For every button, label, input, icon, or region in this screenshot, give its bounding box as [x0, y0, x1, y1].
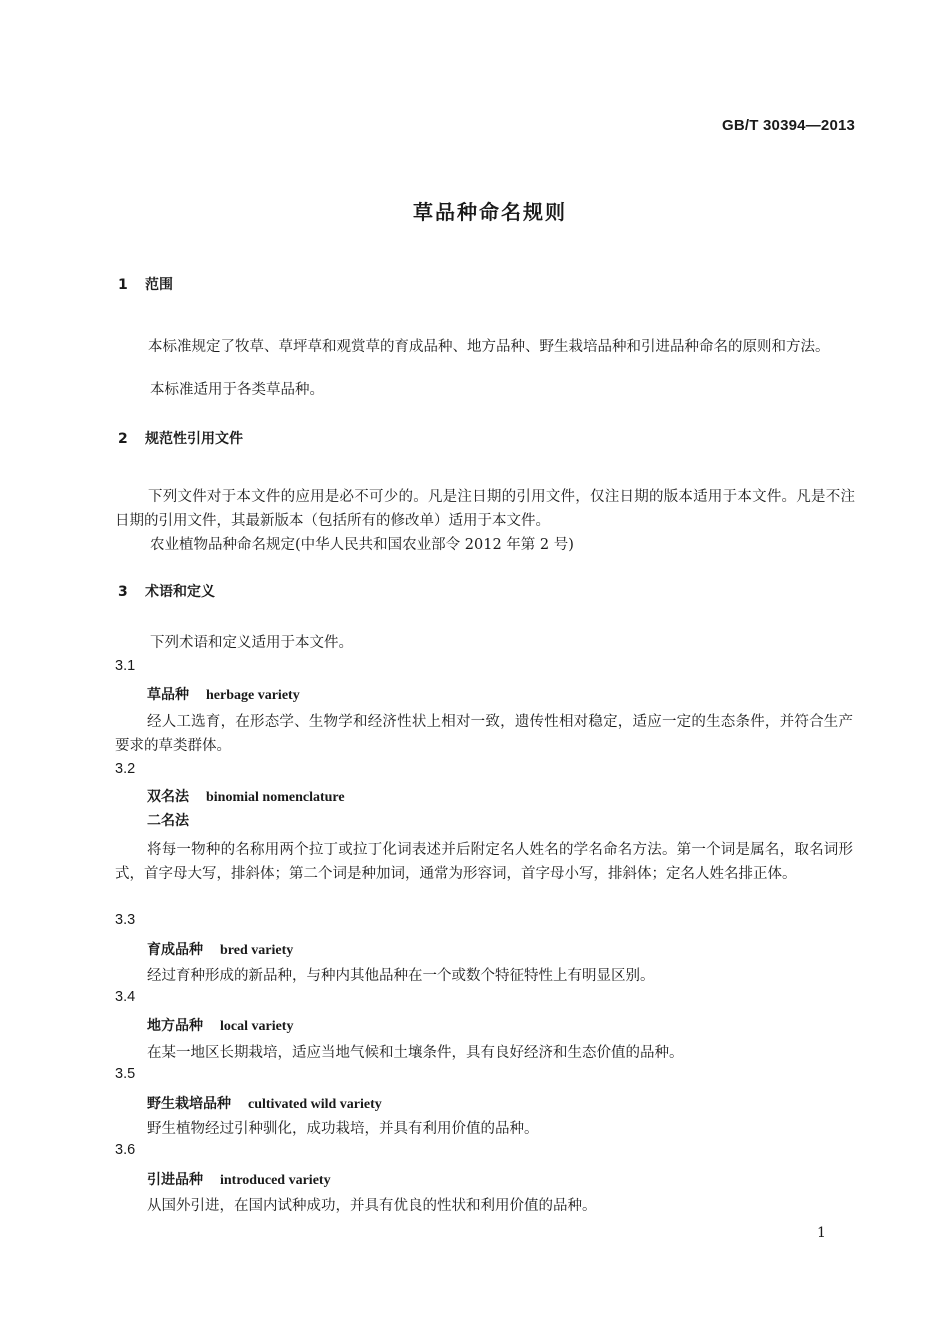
term-definition: 从国外引进，在国内试种成功，并具有优良的性状和利用价值的品种。: [147, 1198, 597, 1214]
term-definition: 将每一物种的名称用两个拉丁或拉丁化词表述并后附定名人姓名的学名命名方法。第一个词是属名，取名词形式，首字母大写，排斜体；第二个词是种加词，通常为形容词，首字母小写，排斜体；定名人姓名排正体。: [115, 842, 853, 882]
term-entry: [147, 1169, 331, 1189]
term-number: 3.1: [115, 658, 136, 674]
term-entry: [147, 684, 300, 704]
paragraph-normative-refs: 下列文件对于本文件的应用是必不可少的。凡是注日期的引用文件，仅注日期的版本适用于本文件。凡是不注日期的引用文件，其最新版本（包括所有的修改单）适用于本文件。: [115, 489, 855, 529]
document-title: 草品种命名规则: [413, 200, 567, 224]
term-entry: [147, 1093, 382, 1113]
term-entry: [147, 786, 345, 806]
term-definition: 经过育种形成的新品种，与种内其他品种在一个或数个特征特性上有明显区别。: [147, 968, 655, 984]
term-definition: 在某一地区长期栽培，适应当地气候和土壤条件，具有良好经济和生态价值的品种。: [147, 1045, 684, 1061]
term-definition: 野生植物经过引种驯化，成功栽培，并具有利用价值的品种。: [147, 1121, 539, 1137]
term-entry: [147, 1015, 293, 1035]
term-number: 3.4: [115, 989, 136, 1005]
section-heading-3: [118, 581, 215, 601]
term-en: introduced variety: [220, 1173, 331, 1188]
section-number: 1: [118, 277, 128, 293]
section-number: 2: [118, 431, 128, 447]
paragraph-applicability: 本标准适用于各类草品种。: [150, 382, 324, 398]
term-zh: 育成品种: [147, 942, 203, 958]
reference-item: 农业植物品种命名规定(中华人民共和国农业部令 2012 年第 2 号): [150, 537, 574, 553]
term-entry: [147, 939, 293, 959]
term-synonym: [147, 810, 206, 830]
term-en: binomial nomenclature: [206, 790, 345, 805]
term-zh: 草品种: [147, 687, 189, 703]
term-number: 3.6: [115, 1142, 136, 1158]
term-number: 3.5: [115, 1066, 136, 1082]
terms-intro: 下列术语和定义适用于本文件。: [150, 635, 353, 651]
term-definition: 经人工选育，在形态学、生物学和经济性状上相对一致，遗传性相对稳定，适应一定的生态条件，并符合生产要求的草类群体。: [115, 714, 853, 754]
paragraph-scope: 本标准规定了牧草、草坪草和观赏草的育成品种、地方品种、野生栽培品种和引进品种命名的原则和方法。: [148, 339, 830, 355]
section-heading-1: [118, 274, 173, 294]
section-number: 3: [118, 584, 128, 600]
term-synonym-zh: 二名法: [147, 813, 189, 829]
section-title: 规范性引用文件: [145, 431, 243, 447]
term-number: 3.3: [115, 912, 136, 928]
page-number: 1: [817, 1225, 826, 1241]
section-heading-2: [118, 428, 243, 448]
standard-number: GB/T 30394—2013: [722, 117, 856, 134]
term-en: bred variety: [220, 943, 294, 958]
term-zh: 地方品种: [147, 1018, 203, 1034]
section-title: 术语和定义: [145, 584, 215, 600]
term-en: local variety: [220, 1019, 294, 1034]
term-zh: 野生栽培品种: [147, 1096, 231, 1112]
term-en: herbage variety: [206, 688, 300, 703]
term-number: 3.2: [115, 761, 136, 777]
section-title: 范围: [145, 277, 173, 293]
term-zh: 引进品种: [147, 1172, 203, 1188]
term-en: cultivated wild variety: [248, 1097, 382, 1112]
term-zh: 双名法: [147, 789, 189, 805]
